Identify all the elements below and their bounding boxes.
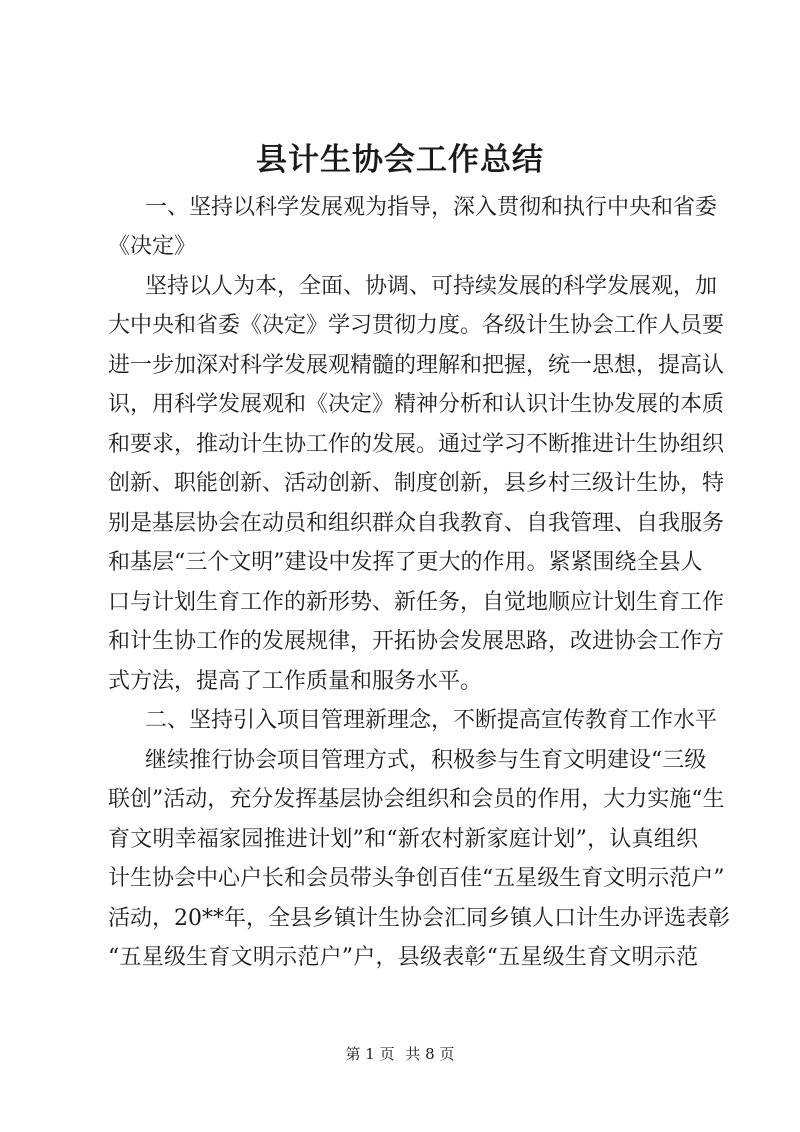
page-total: 共 8 页 [405, 1045, 455, 1063]
page-footer [0, 1044, 800, 1064]
section-heading-1: 一、坚持以科学发展观为指导，深入贯彻和执行中央和省委 [145, 195, 718, 220]
paragraph-line: 活动，20**年，全县乡镇计生协会汇同乡镇人口计生办评选表彰 [108, 906, 730, 931]
paragraph-line: 口与计划生育工作的新形势、新任务，自觉地顺应计划生育工作 [108, 590, 725, 615]
section-heading-1-cont: 《决定》 [108, 234, 197, 259]
paragraph-line: “五星级生育文明示范户”户，县级表彰“五星级生育文明示范 [108, 945, 698, 970]
paragraph-line: 创新、职能创新、活动创新、制度创新，县乡村三级计生协，特 [108, 471, 725, 496]
paragraph-line: 和计生协工作的发展规律，开拓协会发展思路，改进协会工作方 [108, 629, 725, 654]
paragraph-line: 进一步加深对科学发展观精髓的理解和把握，统一思想，提高认 [108, 353, 725, 378]
paragraph-line: 式方法，提高了工作质量和服务水平。 [108, 669, 483, 694]
section-heading-2: 二、坚持引入项目管理新理念，不断提高宣传教育工作水平 [145, 708, 718, 733]
paragraph-line: 别是基层协会在动员和组织群众自我教育、自我管理、自我服务 [108, 511, 725, 536]
paragraph-line: 和要求，推动计生协工作的发展。通过学习不断推进计生协组织 [108, 432, 725, 457]
paragraph-line: 育文明幸福家园推进计划”和“新农村新家庭计划”，认真组织 [108, 827, 698, 852]
paragraph-line: 识，用科学发展观和《决定》精神分析和认识计生协发展的本质 [108, 392, 725, 417]
paragraph-line: 联创”活动，充分发挥基层协会组织和会员的作用，大力实施“生 [108, 787, 725, 812]
paragraph-line: 坚持以人为本，全面、协调、可持续发展的科学发展观，加 [145, 274, 718, 299]
paragraph-line: 计生协会中心户长和会员带头争创百佳“五星级生育文明示范户” [108, 866, 725, 891]
paragraph-line: 继续推行协会项目管理方式，积极参与生育文明建设“三级 [145, 748, 707, 773]
document-title: 县计生协会工作总结 [256, 142, 544, 178]
paragraph-line: 和基层“三个文明”建设中发挥了更大的作用。紧紧围绕全县人 [108, 550, 703, 575]
paragraph-line: 大中央和省委《决定》学习贯彻力度。各级计生协会工作人员要 [108, 313, 725, 338]
page-number: 第 1 页 [345, 1045, 395, 1063]
